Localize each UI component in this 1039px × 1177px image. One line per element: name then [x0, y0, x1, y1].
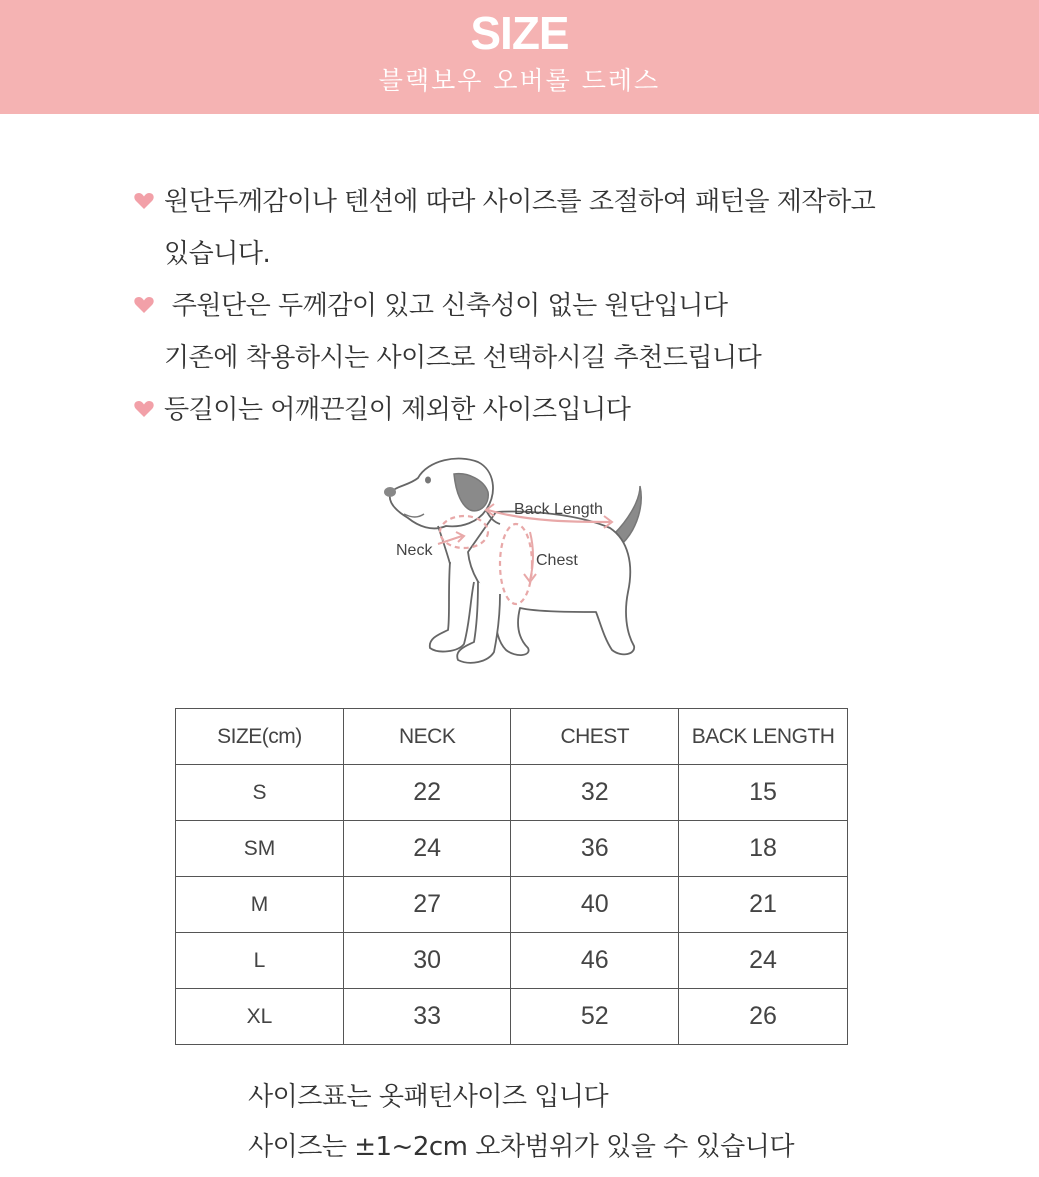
heart-icon: [134, 400, 154, 418]
dog-measurement-diagram: [378, 452, 648, 670]
size-cell: M: [176, 877, 344, 933]
back-length-cell: 24: [679, 933, 848, 989]
page-title: SIZE: [470, 7, 569, 59]
size-table: [175, 708, 848, 1045]
chest-cell: 32: [511, 765, 679, 821]
table-row: [176, 765, 848, 821]
size-cell: L: [176, 933, 344, 989]
table-row: [176, 821, 848, 877]
note-line: 주원단은 두께감이 있고 신축성이 없는 원단입니다: [164, 291, 728, 321]
column-header: SIZE(cm): [176, 709, 344, 765]
heart-icon: [134, 296, 154, 314]
note-item: [130, 384, 950, 436]
note-item: [130, 280, 950, 384]
neck-cell: 22: [343, 765, 511, 821]
header-banner: [0, 0, 1039, 114]
chest-label: Chest: [536, 552, 578, 569]
table-header-row: [176, 709, 848, 765]
back-length-cell: 15: [679, 765, 848, 821]
dog-illustration: [378, 452, 648, 670]
chest-cell: 36: [511, 821, 679, 877]
table-row: [176, 989, 848, 1045]
back-length-label: Back Length: [514, 501, 603, 518]
note-line: 원단두께감이나 텐션에 따라 사이즈를 조절하여 패턴을 제작하고: [164, 187, 876, 217]
back-length-cell: 18: [679, 821, 848, 877]
column-header: NECK: [343, 709, 511, 765]
heart-icon: [134, 192, 154, 210]
note-line: 기존에 착용하시는 사이즈로 선택하시길 추천드립니다: [164, 343, 762, 373]
back-length-cell: 26: [679, 989, 848, 1045]
neck-cell: 24: [343, 821, 511, 877]
back-length-cell: 21: [679, 877, 848, 933]
note-item: [130, 176, 950, 280]
column-header: BACK LENGTH: [679, 709, 848, 765]
column-header: CHEST: [511, 709, 679, 765]
notes-list: [130, 176, 950, 436]
footer-line: 사이즈는 ±1~2cm 오차범위가 있을 수 있습니다: [248, 1132, 794, 1162]
neck-cell: 30: [343, 933, 511, 989]
chest-cell: 46: [511, 933, 679, 989]
product-name: 블랙보우 오버롤 드레스: [378, 66, 661, 95]
neck-label: Neck: [396, 542, 433, 559]
size-cell: XL: [176, 989, 344, 1045]
chest-cell: 52: [511, 989, 679, 1045]
table-row: [176, 877, 848, 933]
note-line: 있습니다.: [164, 239, 271, 269]
neck-cell: 27: [343, 877, 511, 933]
size-cell: SM: [176, 821, 344, 877]
footer-line: 사이즈표는 옷패턴사이즈 입니다: [248, 1082, 609, 1112]
table-row: [176, 933, 848, 989]
note-line: 등길이는 어깨끈길이 제외한 사이즈입니다: [164, 395, 631, 425]
footer-notes: [248, 1072, 794, 1172]
neck-cell: 33: [343, 989, 511, 1045]
size-cell: S: [176, 765, 344, 821]
chest-cell: 40: [511, 877, 679, 933]
